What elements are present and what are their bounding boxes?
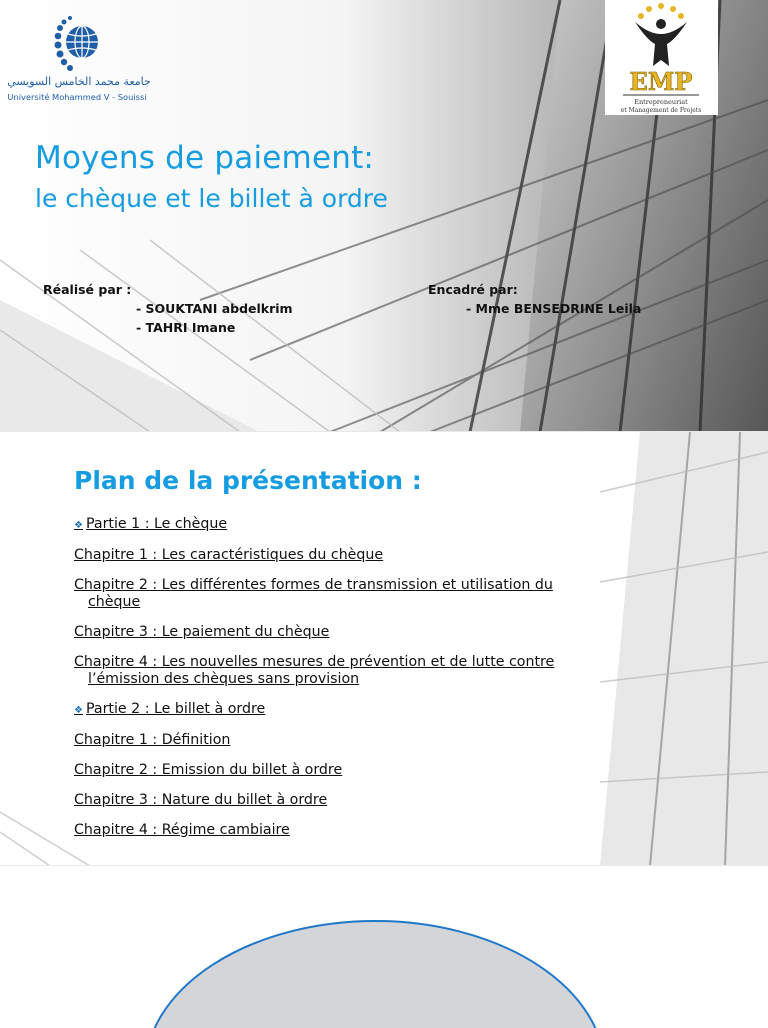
plan-item-label-continued: l’émission des chèques sans provision <box>88 671 360 687</box>
third-slide-partial <box>0 866 768 1024</box>
plan-item-chapter-3b[interactable] <box>74 792 654 809</box>
university-logo <box>7 12 151 112</box>
emp-logo <box>605 0 718 115</box>
university-arabic-name: جامعة محمد الخامس السويسي <box>7 75 151 88</box>
plan-item-chapter-1[interactable] <box>74 547 654 564</box>
plan-item-label: Chapitre 1 : Les caractéristiques du chèque <box>74 547 384 563</box>
plan-item-part-2[interactable] <box>74 701 654 719</box>
university-emblem-icon <box>7 12 151 112</box>
title-slide <box>0 0 768 432</box>
slide-subtitle: le chèque et le billet à ordre <box>35 184 388 213</box>
plan-item-label: Chapitre 2 : Les différentes formes de transmission et utilisation du <box>74 577 553 593</box>
plan-item-chapter-3[interactable] <box>74 624 654 641</box>
emp-subtitle-1: Entrepreneuriat <box>634 98 688 106</box>
plan-item-label: Partie 1 : Le chèque <box>85 516 228 532</box>
author-2: - TAHRI Imane <box>136 320 236 335</box>
ellipse-shape <box>0 866 768 1024</box>
plan-item-label: Chapitre 3 : Le paiement du chèque <box>74 624 330 640</box>
emp-subtitle-2: et Management de Projets <box>620 107 702 114</box>
plan-item-label: Chapitre 1 : Définition <box>74 732 231 748</box>
made-by-label: Réalisé par : <box>43 282 132 297</box>
plan-item-label: Chapitre 4 : Régime cambiaire <box>74 822 290 838</box>
supervisor-name: - Mme BENSEDRINE Leila <box>466 301 642 316</box>
supervised-by-label: Encadré par: <box>428 282 518 297</box>
university-name: Université Mohammed V - Souissi <box>7 92 147 102</box>
plan-item-chapter-2b[interactable] <box>74 762 654 779</box>
plan-item-label-continued: chèque <box>88 594 141 610</box>
plan-item-chapter-1b[interactable] <box>74 732 654 749</box>
plan-item-label: Partie 2 : Le billet à ordre <box>85 701 266 717</box>
author-1: - SOUKTANI abdelkrim <box>136 301 293 316</box>
plan-item-chapter-4[interactable] <box>74 654 654 688</box>
plan-item-label: Chapitre 3 : Nature du billet à ordre <box>74 792 328 808</box>
plan-item-label: Chapitre 2 : Emission du billet à ordre <box>74 762 343 778</box>
diamond-bullet-icon: ❖ <box>74 705 83 716</box>
plan-item-chapter-4b[interactable] <box>74 822 654 839</box>
plan-item-label: Chapitre 4 : Les nouvelles mesures de prévention et de lutte contre <box>74 654 555 670</box>
diamond-bullet-icon: ❖ <box>74 520 83 531</box>
plan-list <box>74 516 654 839</box>
emp-acronym: EMP <box>629 67 693 96</box>
plan-slide <box>0 432 768 866</box>
slide-title: Moyens de paiement: <box>35 140 375 176</box>
plan-item-chapter-2[interactable] <box>74 577 654 611</box>
plan-title: Plan de la présentation : <box>74 466 422 495</box>
plan-item-part-1[interactable] <box>74 516 654 534</box>
emp-emblem-icon <box>605 0 718 115</box>
